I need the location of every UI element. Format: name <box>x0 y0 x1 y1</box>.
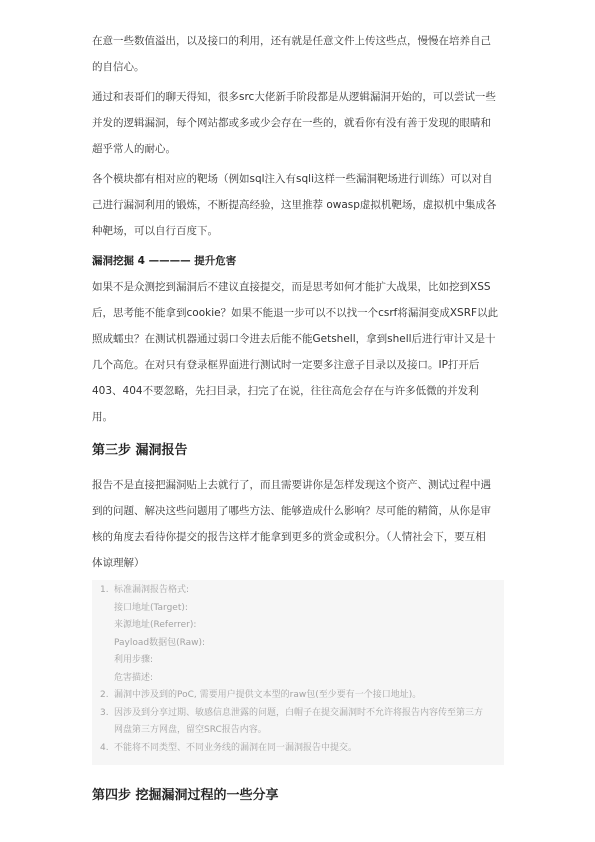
paragraph-3: 各个模块都有相对应的靶场（例如sql注入有sqli这样一些漏洞靶场进行训练）可以对自 己进行漏洞利用的锻炼，不断提高经验，这里推荐 owasp虚拟机靶场，虚拟机中集成各 种靶场，可以自行百度下。 <box>92 173 497 237</box>
section-heading-step4: 第四步 挖掘漏洞过程的一些分享 <box>92 788 279 803</box>
list-item: 4. 不能将不同类型、不同业务线的漏洞在同一漏洞报告中提交。 <box>100 742 358 753</box>
list-item: 3. 因涉及到分享过期、敏感信息泄露的问题，白帽子在提交漏洞时不允许将报告内容传至第三方 网盘第三方网盘，留空SRC报告内容。 <box>100 707 484 735</box>
report-format-block <box>92 580 504 765</box>
article-body <box>92 28 504 765</box>
paragraph-2: 通过和表哥们的聊天得知，很多src大佬新手阶段都是从逻辑漏洞开始的，可以尝试一些 并发的逻辑漏洞，每个网站都或多或少会存在一些的，就看你有没有善于发现的眼睛和 超乎常人的耐心。 <box>92 91 496 155</box>
report-format-list <box>100 582 496 757</box>
paragraph-5: 报告不是直接把漏洞贴上去就行了，而且需要讲你是怎样发现这个资产、测试过程中遇 到的问题、解决这些问题用了哪些方法、能够造成什么影响？尽可能的精简，从你是审 核的角度去看待你提交的报告这样才能拿到更多的赏金或积分。（人情社会下，要互相 体谅理解） <box>92 479 491 569</box>
list-item: 1. 标准漏洞报告格式: 接口地址(Target): 来源地址(Referrer): Payload数据包(Raw): 利用步骤: 危害描述: <box>100 585 206 683</box>
section-heading-step3: 第三步 漏洞报告 <box>92 443 188 458</box>
sub-heading-enhance-impact: 漏洞挖掘 4 ———— 提升危害 <box>92 255 237 267</box>
paragraph-1: 在意一些数值溢出，以及接口的利用，还有就是任意文件上传这些点，慢慢在培养自己 的自信心。 <box>92 35 491 73</box>
list-item: 2. 漏洞中涉及到的PoC, 需要用户提供文本型的raw包(至少要有一个接口地址)。 <box>100 690 422 700</box>
paragraph-4: 如果不是众测挖到漏洞后不建议直接提交，而是思考如何才能扩大战果，比如挖到XSS 后，思考能不能拿到cookie？如果不能退一步可以不以找一个csrf将漏洞变成XSRF以此 照成蠕虫？在测试机器通过弱口令进去后能不能Getshell，拿到shell后进行审计又是十 几个高危。在对只有登录框界面进行测试时一定要多注意子目录以及接口。IP打开后 403、404不要忽略，先扫目录，扫完了在说，往往高危会存在与许多低微的并发利 用。 <box>92 281 499 423</box>
